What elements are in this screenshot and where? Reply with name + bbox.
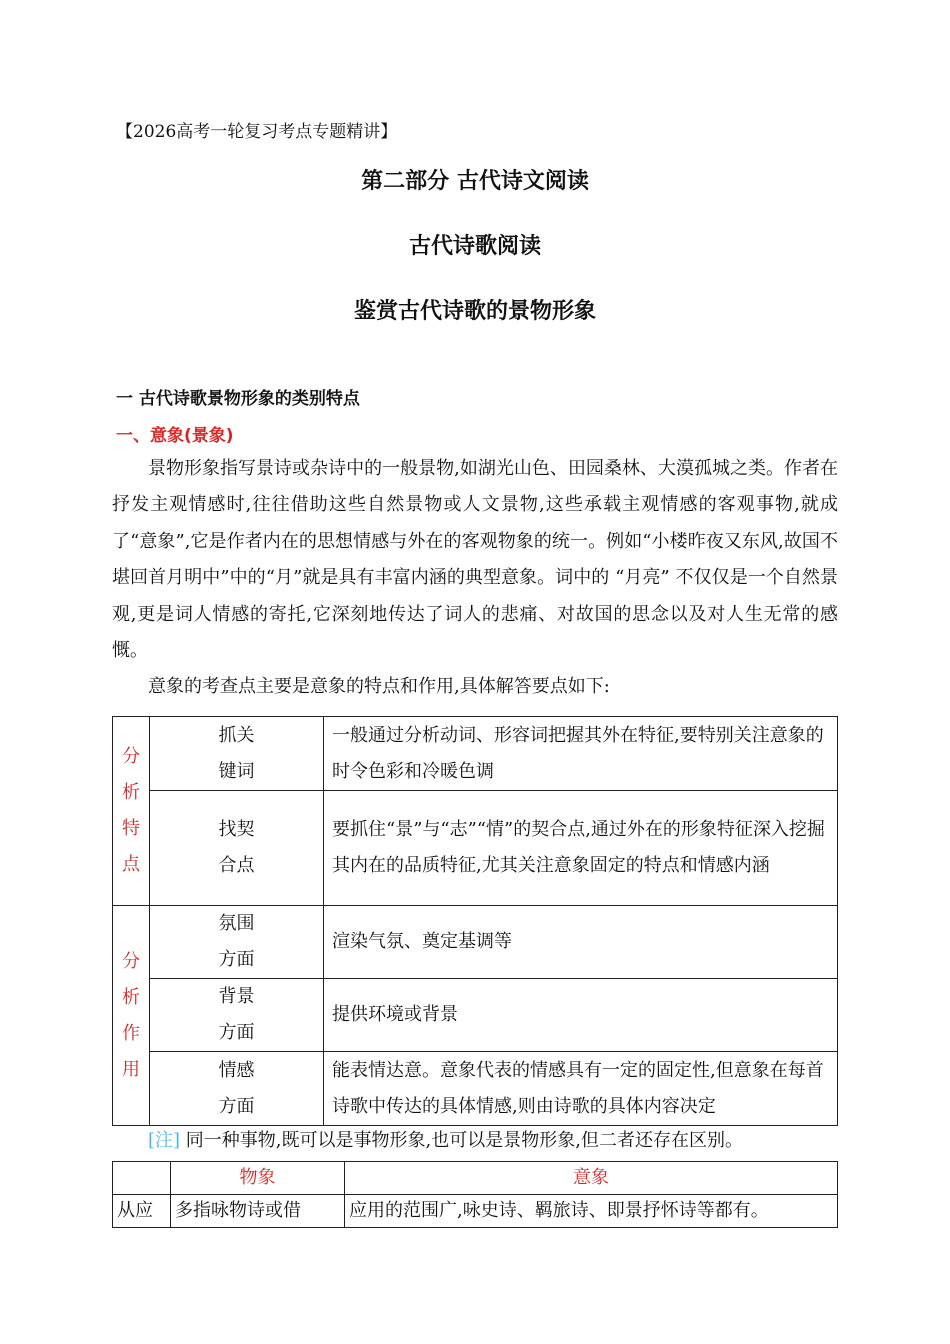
paragraph-intro: 景物形象指写景诗或杂诗中的一般景物,如湖光山色、田园桑林、大漠孤城之类。作者在抒发主观情感时,往往借助这些自然景物或人文景物,这些承载主观情感的客观事物,就成了“意象”,它是作者内在的思想情感与外在的客观物象的统一。例如“小楼昨夜又东风,故国不堪回首月明中”中的“月”就是具有丰富内涵的典型意象。词中的 “月亮” 不仅仅是一个自然景观,更是词人情感的寄托,它深刻地传达了词人的悲痛、对故国的思念以及对人生无常的感慨。 bbox=[112, 458, 838, 662]
table-header-row bbox=[113, 1162, 838, 1195]
content-cell: 一般通过分析动词、形容词把握其外在特征,要特别关注意象的时令色彩和冷暖色调 bbox=[324, 717, 838, 791]
aspect-cell: 情感方面 bbox=[150, 1052, 324, 1126]
note-line bbox=[148, 1126, 743, 1152]
table-row bbox=[113, 906, 838, 979]
table-cell: 从应 bbox=[113, 1195, 171, 1228]
paragraph-lead: 意象的考查点主要是意象的特点和作用,具体解答要点如下: bbox=[148, 676, 610, 698]
part-title: 第二部分 古代诗文阅读 bbox=[361, 169, 589, 194]
header-cell: 物象 bbox=[171, 1162, 345, 1195]
series-label: 【2026高考一轮复习考点专题精讲】 bbox=[116, 122, 398, 142]
aspect-cell: 氛围方面 bbox=[150, 906, 324, 979]
content-cell: 能表情达意。意象代表的情感具有一定的固定性,但意象在每首诗歌中传达的具体情感,则由诗歌的具体内容决定 bbox=[324, 1052, 838, 1126]
note-text: 同一种事物,既可以是事物形象,也可以是景物形象,但二者还存在区别。 bbox=[185, 1130, 743, 1151]
content-cell: 渲染气氛、奠定基调等 bbox=[324, 906, 838, 979]
section-heading: 一 古代诗歌景物形象的类别特点 bbox=[116, 389, 360, 409]
aspect-cell: 抓关键词 bbox=[150, 717, 324, 791]
body-text bbox=[112, 451, 838, 706]
comparison-table bbox=[112, 1161, 838, 1228]
table-row bbox=[113, 979, 838, 1052]
category-cell: 分析特点 bbox=[113, 717, 150, 906]
aspect-cell: 背景方面 bbox=[150, 979, 324, 1052]
table-row bbox=[113, 1052, 838, 1126]
content-cell: 提供环境或背景 bbox=[324, 979, 838, 1052]
table-row bbox=[113, 1195, 838, 1228]
header-cell: 意象 bbox=[345, 1162, 838, 1195]
table-row bbox=[113, 791, 838, 906]
table-cell: 应用的范围广,咏史诗、羁旅诗、即景抒怀诗等都有。 bbox=[345, 1195, 838, 1228]
subsection-heading: 一、意象(景象) bbox=[116, 426, 234, 446]
note-tag: [注] bbox=[148, 1130, 181, 1151]
aspect-cell: 找契合点 bbox=[150, 791, 324, 906]
category-cell: 分析作用 bbox=[113, 906, 150, 1126]
content-cell: 要抓住“景”与“志”“情”的契合点,通过外在的形象特征深入挖掘其内在的品质特征,尤其关注意象固定的特点和情感内涵 bbox=[324, 791, 838, 906]
table-row bbox=[113, 717, 838, 791]
topic-title: 鉴赏古代诗歌的景物形象 bbox=[353, 299, 596, 324]
header-cell bbox=[113, 1162, 171, 1195]
chapter-title: 古代诗歌阅读 bbox=[408, 234, 541, 259]
imagery-analysis-table bbox=[112, 716, 838, 1126]
table-cell: 多指咏物诗或借 bbox=[171, 1195, 345, 1228]
